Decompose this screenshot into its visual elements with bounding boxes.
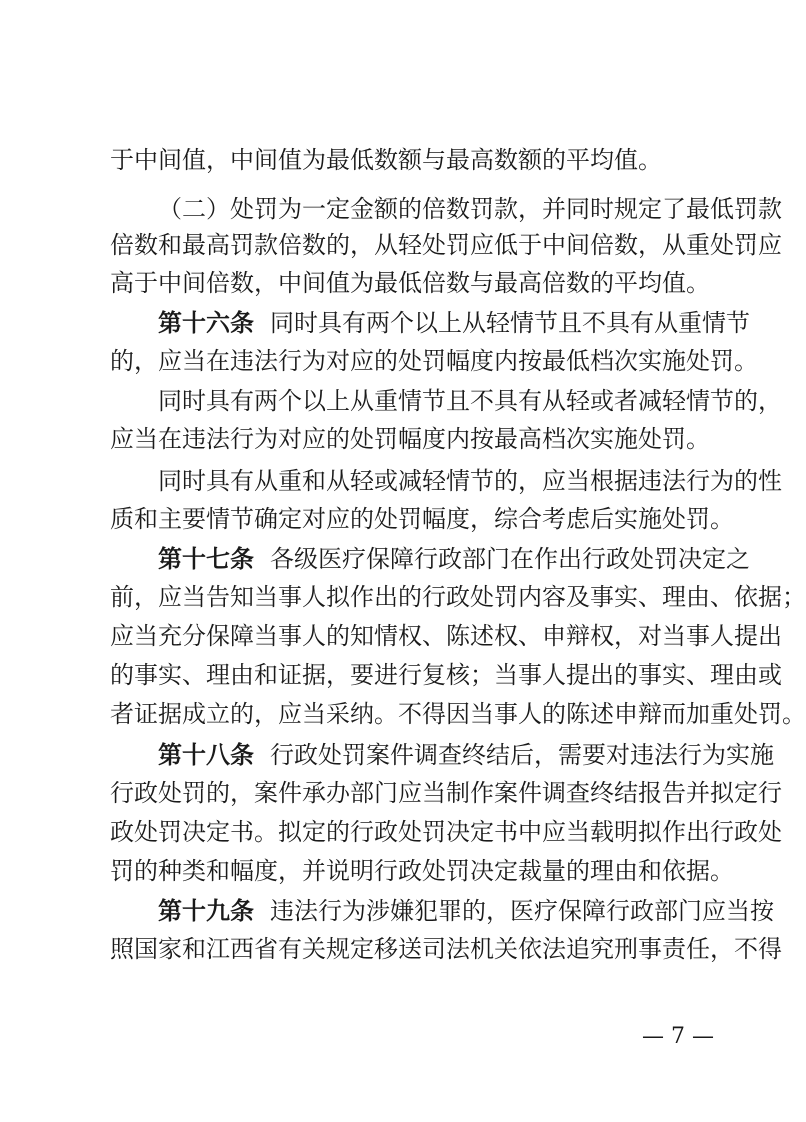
line-text: 应当在违法行为对应的处罚幅度内按最高档次实施处罚。	[110, 425, 710, 453]
text-line	[110, 653, 782, 697]
text-line	[110, 575, 806, 619]
line-text: 应当充分保障当事人的知情权、陈述权、申辩权，对当事人提出	[110, 622, 782, 650]
line-text: （二）处罚为一定金额的倍数罚款，并同时规定了最低罚款	[158, 195, 782, 223]
line-text: 者证据成立的，应当采纳。不得因当事人的陈述申辩而加重处罚。	[110, 700, 806, 728]
text-line	[110, 261, 710, 305]
line-text: 行政处罚的，案件承办部门应当制作案件调查终结报告并拟定行	[110, 779, 782, 807]
line-text: 同时具有两个以上从重情节且不具有从轻或者减轻情节的，	[158, 387, 782, 415]
article-number: 第十七条	[158, 545, 254, 573]
article-number: 第十六条	[158, 309, 254, 337]
text-line	[110, 810, 782, 854]
text-line	[110, 771, 782, 815]
text-line	[110, 927, 782, 971]
text-line	[110, 614, 782, 658]
line-text: 高于中间倍数，中间值为最低倍数与最高倍数的平均值。	[110, 269, 710, 297]
text-line	[110, 497, 734, 541]
text-line	[110, 849, 734, 893]
line-text: 罚的种类和幅度，并说明行政处罚决定裁量的理由和依据。	[110, 857, 734, 885]
article-number: 第十八条	[158, 741, 254, 769]
line-text: 于中间值，中间值为最低数额与最高数额的平均值。	[110, 146, 662, 174]
line-text: 前，应当告知当事人拟作出的行政处罚内容及事实、理由、依据；	[110, 583, 806, 611]
line-text: 倍数和最高罚款倍数的，从轻处罚应低于中间倍数，从重处罚应	[110, 231, 782, 259]
line-text: 同时具有两个以上从轻情节且不具有从重情节	[270, 309, 750, 337]
text-line	[110, 417, 710, 461]
line-text: 行政处罚案件调查终结后，需要对违法行为实施	[270, 741, 774, 769]
text-line	[110, 138, 710, 182]
line-text: 违法行为涉嫌犯罪的，医疗保障行政部门应当按	[270, 897, 774, 925]
text-line	[110, 339, 758, 383]
line-text: 照国家和江西省有关规定移送司法机关依法追究刑事责任，不得	[110, 935, 782, 963]
line-text: 的事实、理由和证据，要进行复核；当事人提出的事实、理由或	[110, 661, 782, 689]
line-text: 政处罚决定书。拟定的行政处罚决定书中应当载明拟作出行政处	[110, 818, 782, 846]
line-text: 质和主要情节确定对应的处罚幅度，综合考虑后实施处罚。	[110, 505, 734, 533]
article-number: 第十九条	[158, 897, 254, 925]
line-text: 同时具有从重和从轻或减轻情节的，应当根据违法行为的性	[158, 467, 782, 495]
page-number: — 7 —	[642, 1024, 714, 1049]
line-text: 各级医疗保障行政部门在作出行政处罚决定之	[270, 545, 750, 573]
text-line	[110, 692, 806, 736]
line-text: 的，应当在违法行为对应的处罚幅度内按最低档次实施处罚。	[110, 347, 758, 375]
